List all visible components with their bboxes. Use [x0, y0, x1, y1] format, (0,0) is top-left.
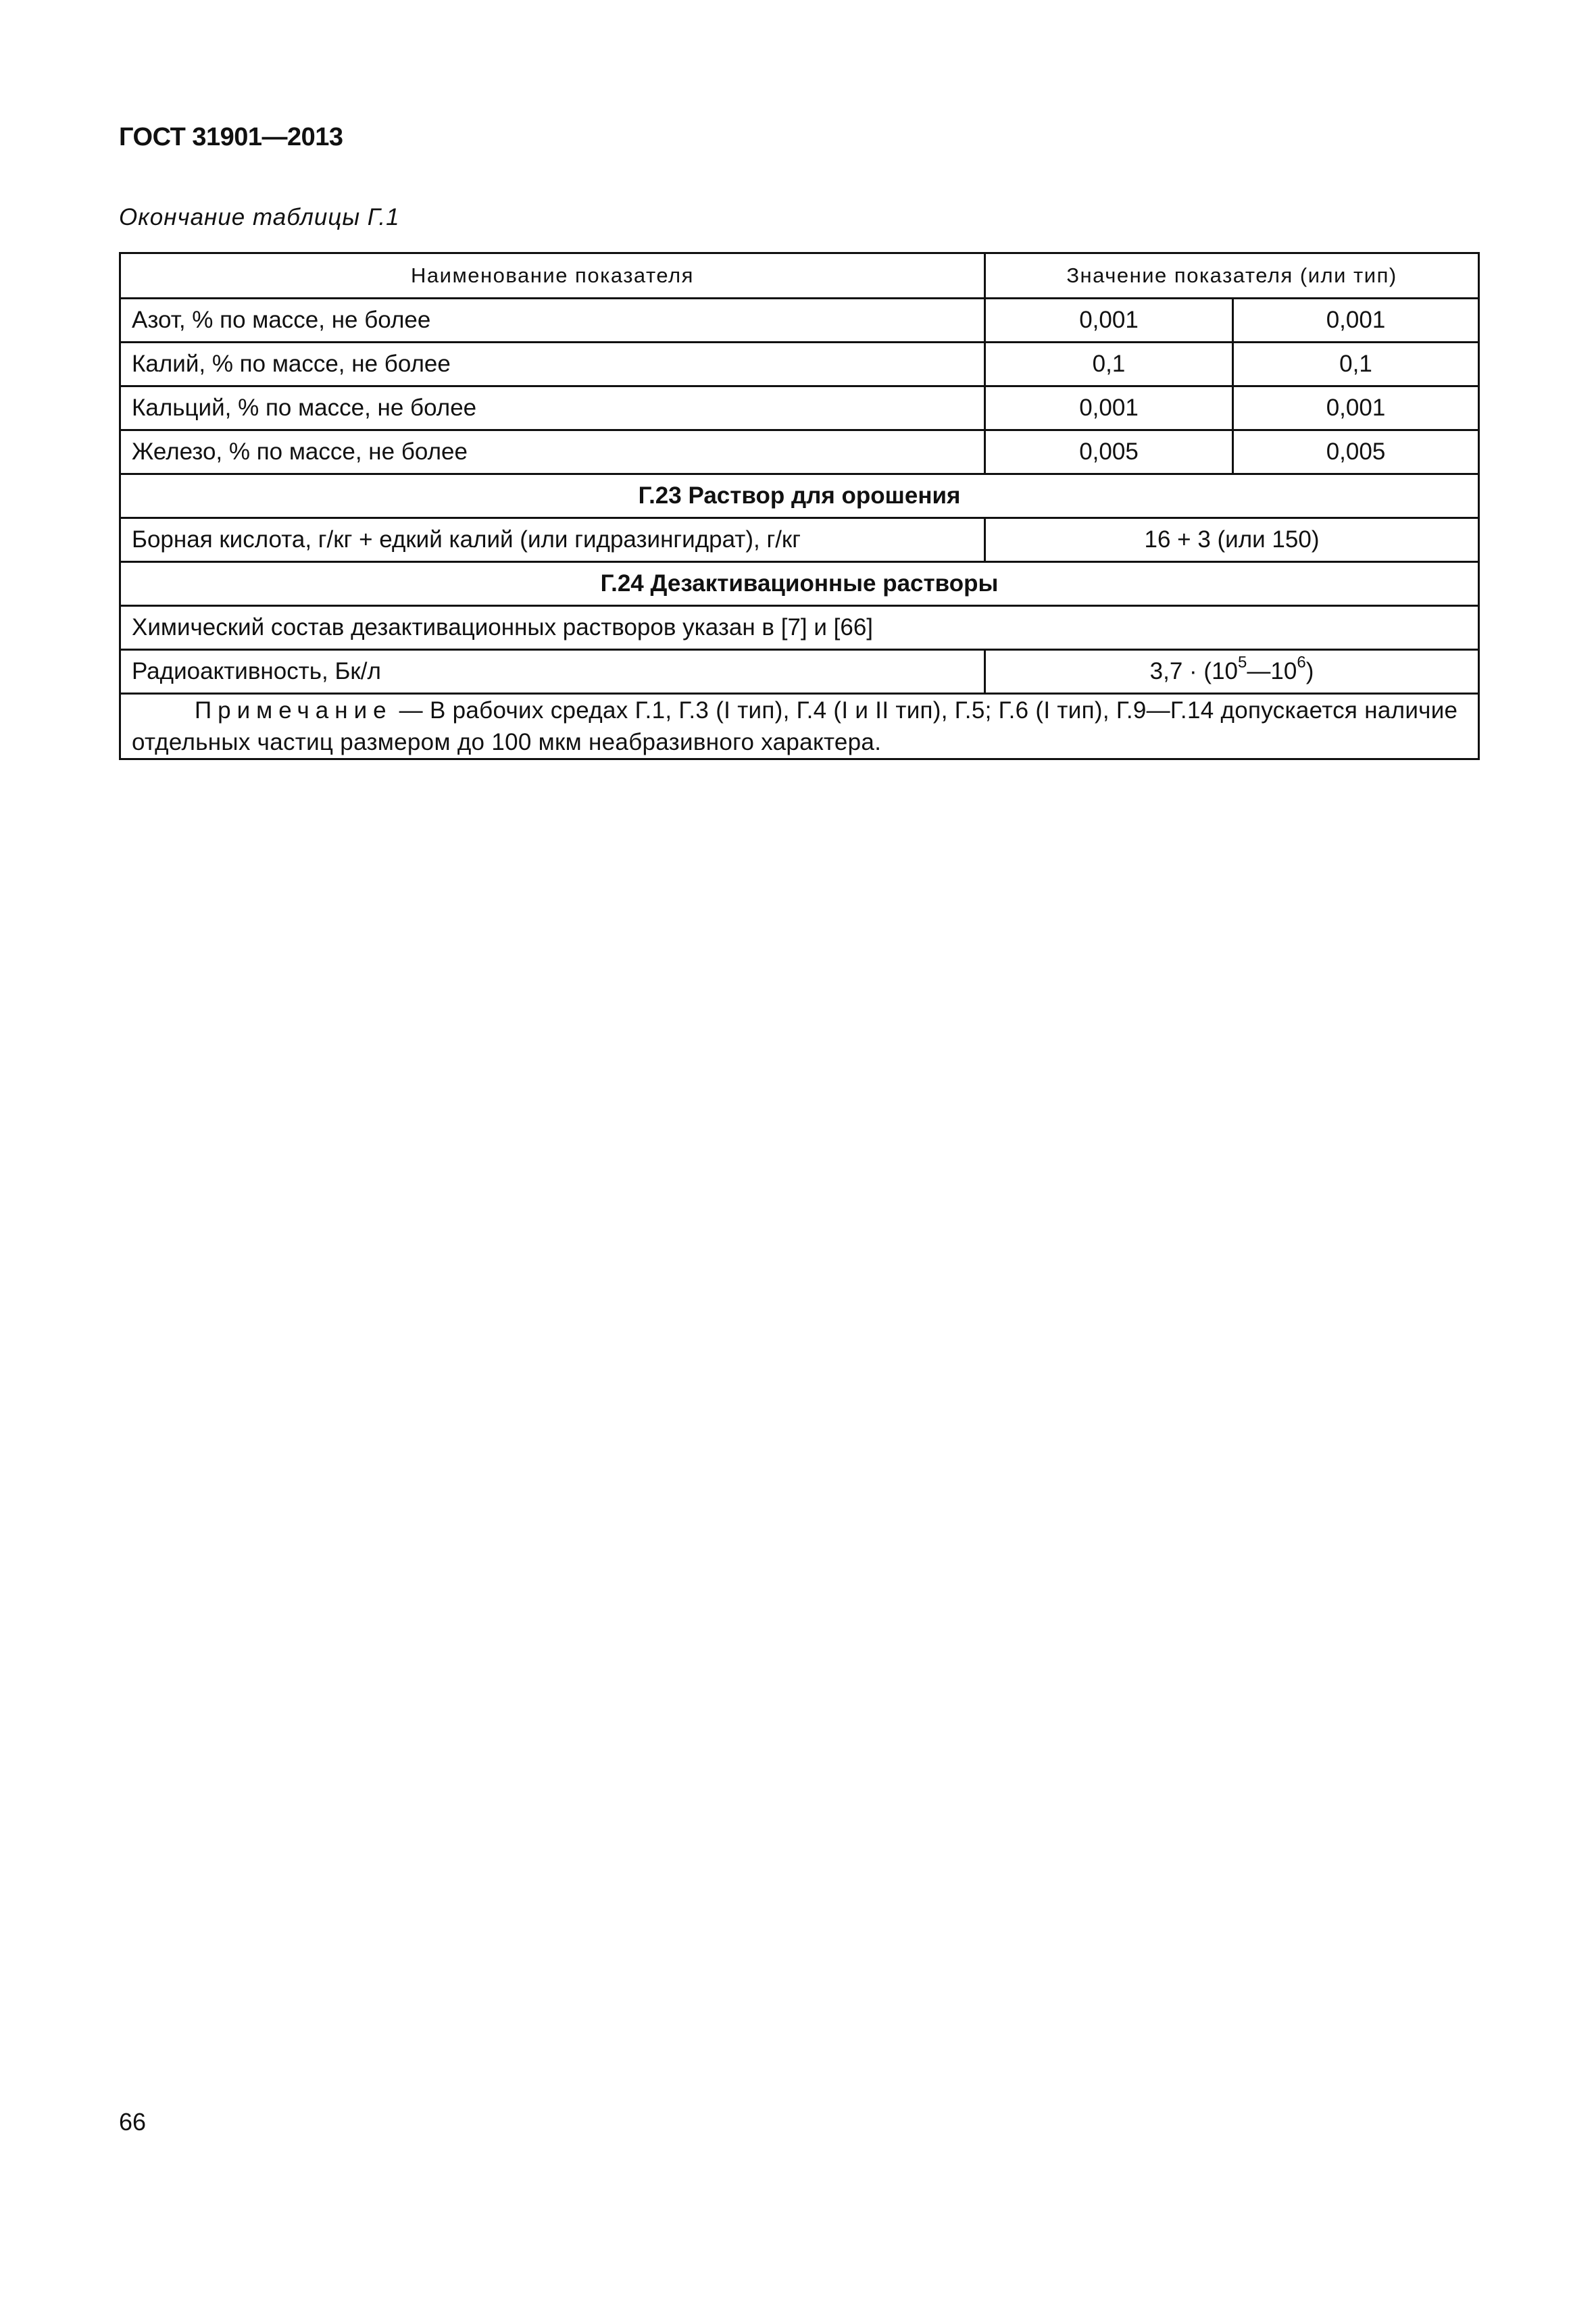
row-name: Железо, % по массе, не более: [120, 430, 985, 474]
row-name: Кальций, % по массе, не более: [120, 386, 985, 430]
row-value-2: 0,001: [1233, 299, 1479, 343]
row-value-1: 0,001: [985, 386, 1233, 430]
note-label: Примечание: [195, 697, 393, 724]
table-row: [120, 606, 1479, 650]
row-value-1: 0,001: [985, 299, 1233, 343]
table-row: [120, 518, 1479, 562]
section-title-g24: Г.24 Дезактивационные растворы: [120, 562, 1479, 606]
row-value-2: 0,005: [1233, 430, 1479, 474]
row-value-1: 0,1: [985, 343, 1233, 386]
document-header: ГОСТ 31901—2013: [119, 123, 343, 151]
page-number: 66: [119, 2108, 147, 2136]
note-cell: [120, 694, 1479, 759]
row-name: Азот, % по массе, не более: [120, 299, 985, 343]
note-row: [120, 694, 1479, 759]
col-name-header: Наименование показателя: [120, 253, 985, 299]
row-value-2: 0,1: [1233, 343, 1479, 386]
section-row-g24: [120, 562, 1479, 606]
note-text: В рабочих средах Г.1, Г.3 (I тип), Г.4 (I и II тип), Г.5; Г.6 (I тип), Г.9—Г.14 допускается наличие отдельных частиц размером до 100 мкм неабразивного характера.: [132, 697, 1458, 755]
row-value-1: 0,005: [985, 430, 1233, 474]
exponent-2: 6: [1297, 653, 1306, 672]
value-mid: —10: [1247, 658, 1297, 684]
value-suffix: ): [1305, 658, 1314, 684]
exponent-1: 5: [1238, 653, 1247, 672]
row-value: [985, 650, 1479, 694]
value-prefix: 3,7 · (10: [1149, 658, 1239, 684]
spec-table: [119, 252, 1480, 760]
row-name: Калий, % по массе, не более: [120, 343, 985, 386]
table-row: [120, 343, 1479, 386]
table-row: [120, 386, 1479, 430]
table-caption: Окончание таблицы Г.1: [119, 204, 400, 230]
table-row: [120, 650, 1479, 694]
col-value-header: Значение показателя (или тип): [985, 253, 1479, 299]
row-value-2: 0,001: [1233, 386, 1479, 430]
row-value: 16 + 3 (или 150): [985, 518, 1479, 562]
table-row: [120, 430, 1479, 474]
row-full-text: Химический состав дезактивационных растворов указан в [7] и [66]: [120, 606, 1479, 650]
row-name: Борная кислота, г/кг + едкий калий (или гидразингидрат), г/кг: [120, 518, 985, 562]
table-row: [120, 299, 1479, 343]
row-name: Радиоактивность, Бк/л: [120, 650, 985, 694]
section-title-g23: Г.23 Раствор для орошения: [120, 474, 1479, 518]
table-header-row: [120, 253, 1479, 299]
note-dash: —: [392, 697, 430, 724]
section-row-g23: [120, 474, 1479, 518]
